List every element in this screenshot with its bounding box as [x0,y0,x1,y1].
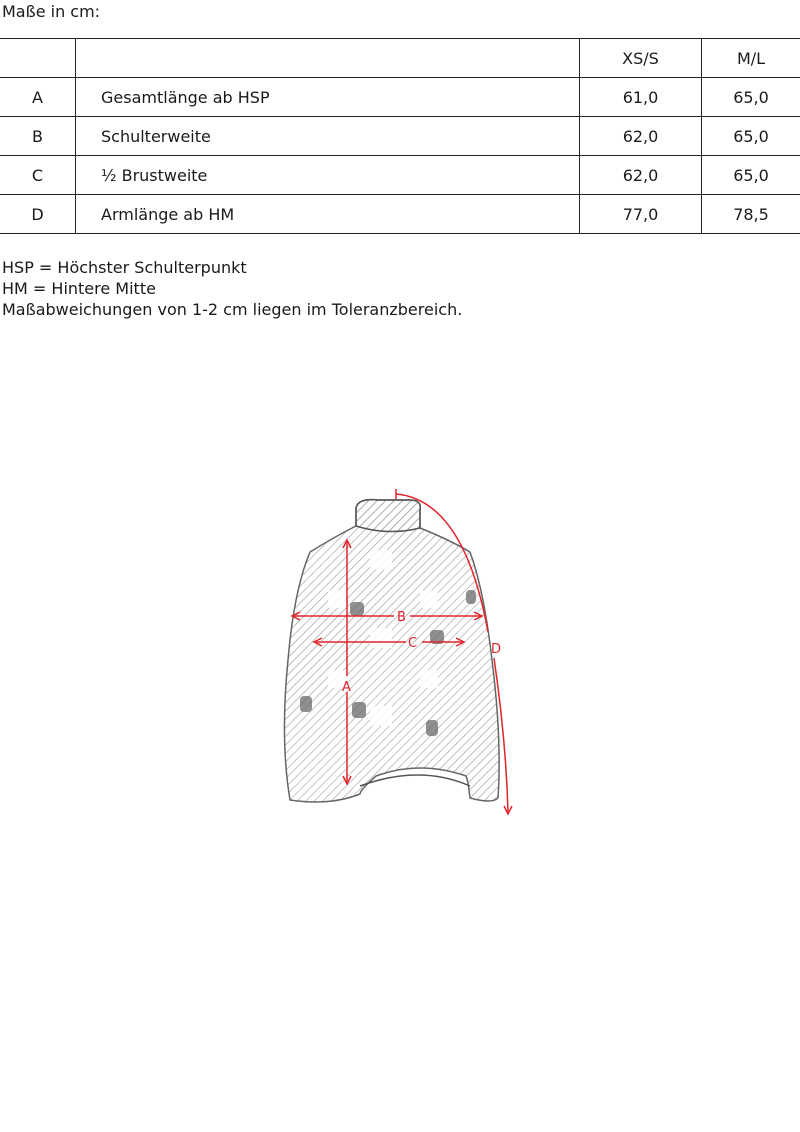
garment-measurement-sketch [270,480,530,820]
table-row [0,195,800,234]
header-cell-m-l: M/L [702,39,800,78]
table-row [0,156,800,195]
row-label: Gesamtlänge ab HSP [76,78,580,117]
row-key: B [0,117,76,156]
label-c: C [408,636,418,651]
note-hsp: HSP = Höchster Schulterpunkt [2,258,247,277]
note-hm: HM = Hintere Mitte [2,279,156,298]
header-cell-xs-s: XS/S [580,39,702,78]
table-header-row [0,39,800,78]
header-cell-label [76,39,580,78]
page-title: Maße in cm: [2,2,101,21]
note-tolerance: Maßabweichungen von 1-2 cm liegen im Toleranzbereich. [2,300,463,319]
label-b: B [397,610,406,625]
row-value-m-l: 65,0 [702,117,800,156]
row-value-xs-s: 62,0 [580,156,702,195]
row-value-m-l: 65,0 [702,78,800,117]
legend-notes [2,257,462,320]
table-row [0,78,800,117]
header-cell-key [0,39,76,78]
row-key: D [0,195,76,234]
label-d: D [491,642,502,657]
row-label: Schulterweite [76,117,580,156]
table-row [0,117,800,156]
row-value-m-l: 65,0 [702,156,800,195]
size-table [0,38,800,234]
row-value-xs-s: 77,0 [580,195,702,234]
row-key: A [0,78,76,117]
row-value-xs-s: 62,0 [580,117,702,156]
row-value-xs-s: 61,0 [580,78,702,117]
row-label: ½ Brustweite [76,156,580,195]
row-value-m-l: 78,5 [702,195,800,234]
sweater-sketch-icon [270,480,530,820]
label-a: A [342,680,351,695]
row-key: C [0,156,76,195]
row-label: Armlänge ab HM [76,195,580,234]
